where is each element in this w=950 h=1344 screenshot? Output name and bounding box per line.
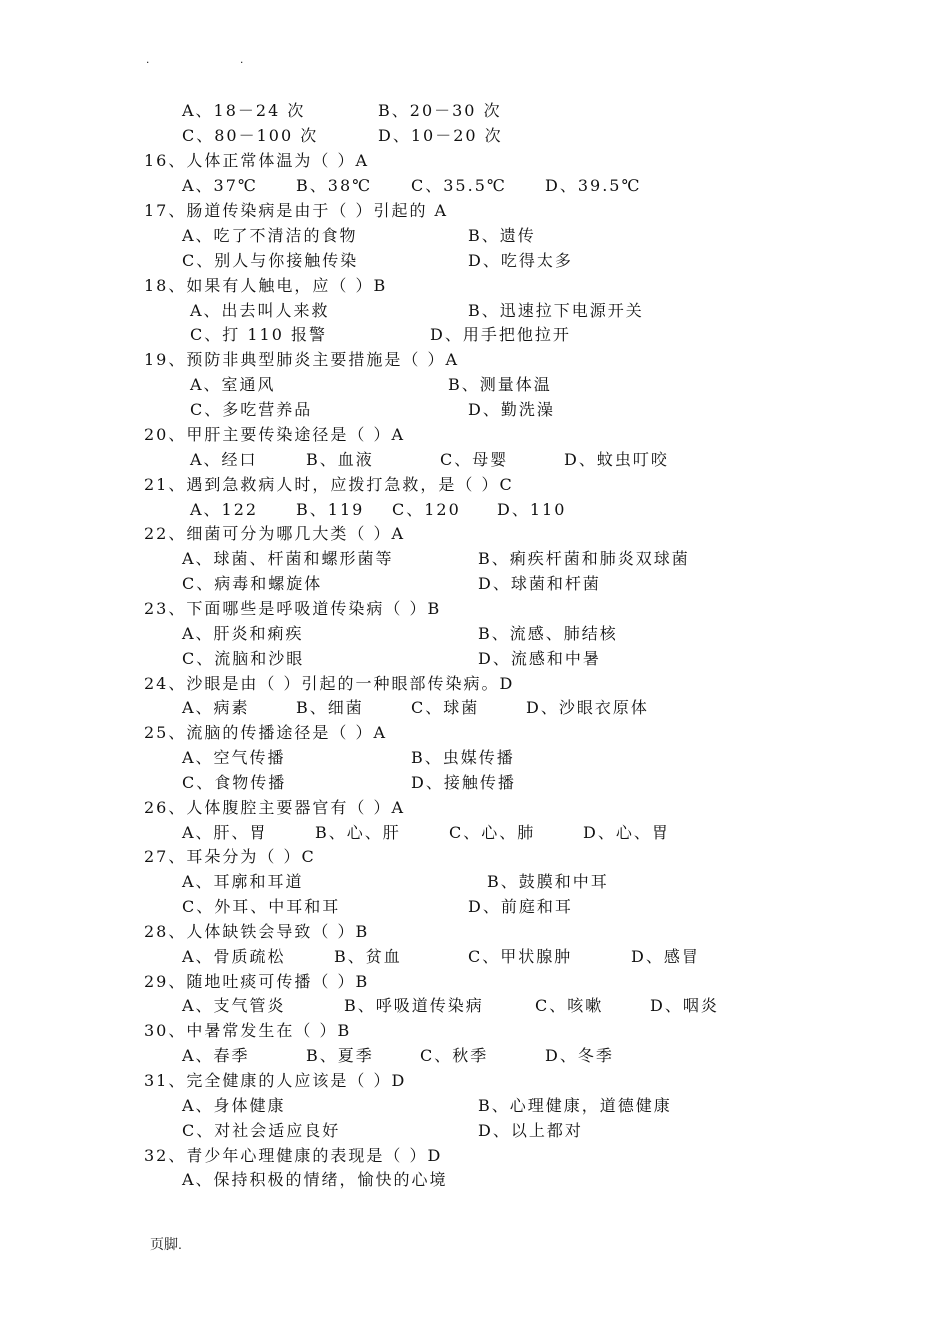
answer-option: D、勤洗澡: [468, 400, 555, 419]
answer-option: D、冬季: [545, 1046, 614, 1065]
options-row: [0, 548, 950, 570]
options-row: [0, 175, 950, 197]
options-row: [0, 822, 950, 844]
answer-option: C、球菌: [411, 698, 480, 717]
question-text: 16、人体正常体温为（ ）A: [144, 151, 370, 170]
answer-option: D、球菌和杆菌: [478, 574, 601, 593]
header-dot-left: .: [146, 52, 150, 66]
options-row: [0, 1095, 950, 1117]
options-row: [0, 995, 950, 1017]
answer-option: C、食物传播: [182, 773, 287, 792]
answer-option: D、咽炎: [650, 996, 719, 1015]
answer-option: B、虫媒传播: [411, 748, 515, 767]
question-text: 20、甲肝主要传染途径是（ ）A: [144, 425, 406, 444]
question-text: 22、细菌可分为哪几大类（ ）A: [144, 524, 406, 543]
question-text: 21、遇到急救病人时，应拨打急救，是（ ）C: [144, 475, 514, 494]
answer-option: B、119: [296, 500, 365, 519]
options-row: [0, 1169, 950, 1191]
answer-option: C、心、肺: [449, 823, 536, 842]
answer-option: D、心、胃: [583, 823, 670, 842]
options-row: [0, 399, 950, 421]
options-row: [0, 1120, 950, 1142]
options-row: [0, 324, 950, 346]
answer-option: C、多吃营养品: [190, 400, 313, 419]
options-row: [0, 697, 950, 719]
options-row: [0, 100, 950, 122]
question-text: 29、随地吐痰可传播（ ）B: [144, 972, 370, 991]
question-text: 24、沙眼是由（ ）引起的一种眼部传染病。D: [144, 674, 515, 693]
answer-option: A、保持积极的情绪，愉快的心境: [182, 1170, 448, 1189]
options-row: [0, 747, 950, 769]
options-row: [0, 946, 950, 968]
options-row: [0, 374, 950, 396]
answer-option: D、10－20 次: [378, 126, 503, 145]
answer-option: C、80－100 次: [182, 126, 319, 145]
answer-option: D、前庭和耳: [468, 897, 573, 916]
options-row: [0, 871, 950, 893]
answer-option: B、贫血: [334, 947, 402, 966]
answer-option: A、空气传播: [182, 748, 286, 767]
answer-option: B、38℃: [296, 176, 373, 195]
options-row: [0, 1045, 950, 1067]
answer-option: D、39.5℃: [545, 176, 642, 195]
answer-option: D、吃得太多: [468, 251, 573, 270]
answer-option: A、122: [190, 500, 259, 519]
options-row: [0, 300, 950, 322]
answer-option: B、血液: [306, 450, 374, 469]
answer-option: B、流感、肺结核: [478, 624, 618, 643]
options-row: [0, 499, 950, 521]
answer-option: C、秋季: [420, 1046, 489, 1065]
answer-option: D、感冒: [631, 947, 700, 966]
question-text: 30、中暑常发生在（ ）B: [144, 1021, 352, 1040]
answer-option: A、病素: [182, 698, 250, 717]
answer-option: D、110: [497, 500, 567, 519]
answer-option: D、沙眼衣原体: [526, 698, 649, 717]
question-text: 26、人体腹腔主要器官有（ ）A: [144, 798, 406, 817]
answer-option: B、测量体温: [448, 375, 552, 394]
answer-option: C、病毒和螺旋体: [182, 574, 323, 593]
question-text: 19、预防非典型肺炎主要措施是（ ）A: [144, 350, 460, 369]
answer-option: A、骨质疏松: [182, 947, 286, 966]
question-text: 18、如果有人触电，应（ ）B: [144, 276, 388, 295]
answer-option: B、心理健康，道德健康: [478, 1096, 672, 1115]
header-dot-right: .: [240, 52, 244, 66]
answer-option: B、遗传: [468, 226, 536, 245]
question-text: 32、青少年心理健康的表现是（ ）D: [144, 1146, 443, 1165]
answer-option: B、夏季: [306, 1046, 374, 1065]
answer-option: A、球菌、杆菌和螺形菌等: [182, 549, 394, 568]
options-row: [0, 125, 950, 147]
question-text: 25、流脑的传播途径是（ ）A: [144, 723, 388, 742]
answer-option: B、心、肝: [315, 823, 401, 842]
answer-option: D、以上都对: [478, 1121, 583, 1140]
answer-option: C、35.5℃: [411, 176, 507, 195]
answer-option: D、蚊虫叮咬: [564, 450, 669, 469]
answer-option: C、打 110 报警: [190, 325, 327, 344]
options-row: [0, 772, 950, 794]
answer-option: D、用手把他拉开: [430, 325, 571, 344]
options-row: [0, 896, 950, 918]
answer-option: C、流脑和沙眼: [182, 649, 305, 668]
answer-option: A、经口: [190, 450, 258, 469]
answer-option: B、细菌: [296, 698, 364, 717]
options-row: [0, 449, 950, 471]
question-text: 23、下面哪些是呼吸道传染病（ ）B: [144, 599, 442, 618]
question-text: 17、肠道传染病是由于（ ）引起的 A: [144, 201, 449, 220]
answer-option: A、18－24 次: [182, 101, 306, 120]
answer-option: C、120: [392, 500, 461, 519]
answer-option: A、吃了不清洁的食物: [182, 226, 358, 245]
answer-option: C、母婴: [440, 450, 509, 469]
question-text: 28、人体缺铁会导致（ ）B: [144, 922, 370, 941]
answer-option: C、外耳、中耳和耳: [182, 897, 341, 916]
answer-option: C、别人与你接触传染: [182, 251, 359, 270]
answer-option: A、春季: [182, 1046, 250, 1065]
page-header-marks: [146, 52, 243, 66]
answer-option: A、身体健康: [182, 1096, 286, 1115]
options-row: [0, 250, 950, 272]
answer-option: D、接触传播: [411, 773, 516, 792]
answer-option: A、肝、胃: [182, 823, 268, 842]
question-text: 31、完全健康的人应该是（ ）D: [144, 1071, 407, 1090]
question-text: 27、耳朵分为（ ）C: [144, 847, 316, 866]
answer-option: A、室通风: [190, 375, 276, 394]
answer-option: B、痢疾杆菌和肺炎双球菌: [478, 549, 690, 568]
answer-option: A、耳廓和耳道: [182, 872, 304, 891]
answer-option: B、20－30 次: [378, 101, 502, 120]
answer-option: B、呼吸道传染病: [344, 996, 484, 1015]
answer-option: D、流感和中暑: [478, 649, 601, 668]
answer-option: C、咳嗽: [535, 996, 604, 1015]
options-row: [0, 623, 950, 645]
options-row: [0, 573, 950, 595]
options-row: [0, 648, 950, 670]
answer-option: A、37℃: [182, 176, 258, 195]
answer-option: C、对社会适应良好: [182, 1121, 341, 1140]
answer-option: A、支气管炎: [182, 996, 286, 1015]
options-row: [0, 225, 950, 247]
answer-option: A、肝炎和痢疾: [182, 624, 304, 643]
answer-option: A、出去叫人来救: [190, 301, 330, 320]
answer-option: B、鼓膜和中耳: [487, 872, 609, 891]
page-footer: 页脚.: [150, 1236, 182, 1252]
answer-option: C、甲状腺肿: [468, 947, 573, 966]
answer-option: B、迅速拉下电源开关: [468, 301, 644, 320]
